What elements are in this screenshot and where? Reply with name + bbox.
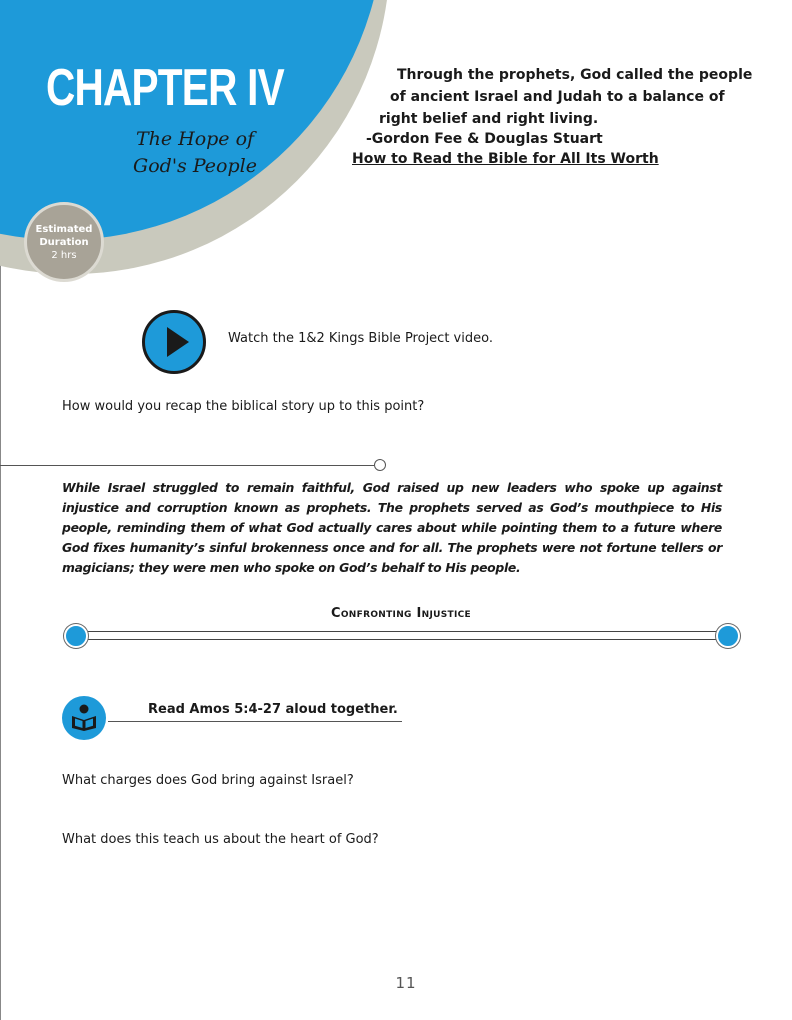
badge-label-duration: Duration [39, 236, 89, 248]
section-rail-dot-right [716, 624, 740, 648]
question-heart-of-god: What does this teach us about the heart of God? [62, 832, 379, 847]
quote-line-1: Through the prophets, God called the people [397, 67, 753, 83]
reading-person-icon [62, 696, 106, 740]
quote-line-2: of ancient Israel and Judah to a balance of [390, 89, 725, 105]
badge-label-estimated: Estimated [35, 223, 93, 235]
chapter-subtitle [120, 126, 270, 180]
reading-instruction: Read Amos 5:4-27 aloud together. [148, 702, 398, 717]
reading-person-icon-graphic [62, 696, 106, 740]
quote-author: -Gordon Fee & Douglas Stuart [366, 131, 603, 147]
section-rail-top [78, 631, 716, 632]
section-title: Confronting Injustice [331, 606, 471, 621]
play-icon [167, 327, 189, 357]
prophets-paragraph: While Israel struggled to remain faithful, God raised up new leaders who spoke up against injustice and corruption known as prophets. The prophets served as God’s mouthpiece to His people, reminding them of what God actually cares about while pointing them to a future where God fixes humanity’s sinful brokenness once and for all. The prophets were not fortune tellers or magicians; they were men who spoke on God’s behalf to His people. [62, 480, 722, 575]
play-video-button[interactable] [142, 310, 206, 374]
video-instruction: Watch the 1&2 Kings Bible Project video. [228, 331, 493, 346]
question-charges: What charges does God bring against Israel? [62, 773, 354, 788]
quote-line-3: right belief and right living. [379, 111, 599, 127]
badge-duration-value: 2 hrs [51, 249, 77, 261]
divider-end-circle [374, 459, 386, 471]
page-number: 11 [395, 974, 417, 992]
section-rail-bottom [78, 639, 716, 640]
question-recap: How would you recap the biblical story up to this point? [62, 399, 425, 414]
chapter-subtitle-line2: God's People [133, 155, 257, 177]
section-rail-dot-left [64, 624, 88, 648]
divider-line [0, 465, 374, 466]
quote-book-title: How to Read the Bible for All Its Worth [352, 151, 659, 167]
chapter-title: CHAPTER IV [46, 59, 284, 117]
reading-underline [108, 721, 402, 722]
chapter-subtitle-line1: The Hope of [135, 128, 255, 150]
duration-badge [24, 202, 104, 282]
